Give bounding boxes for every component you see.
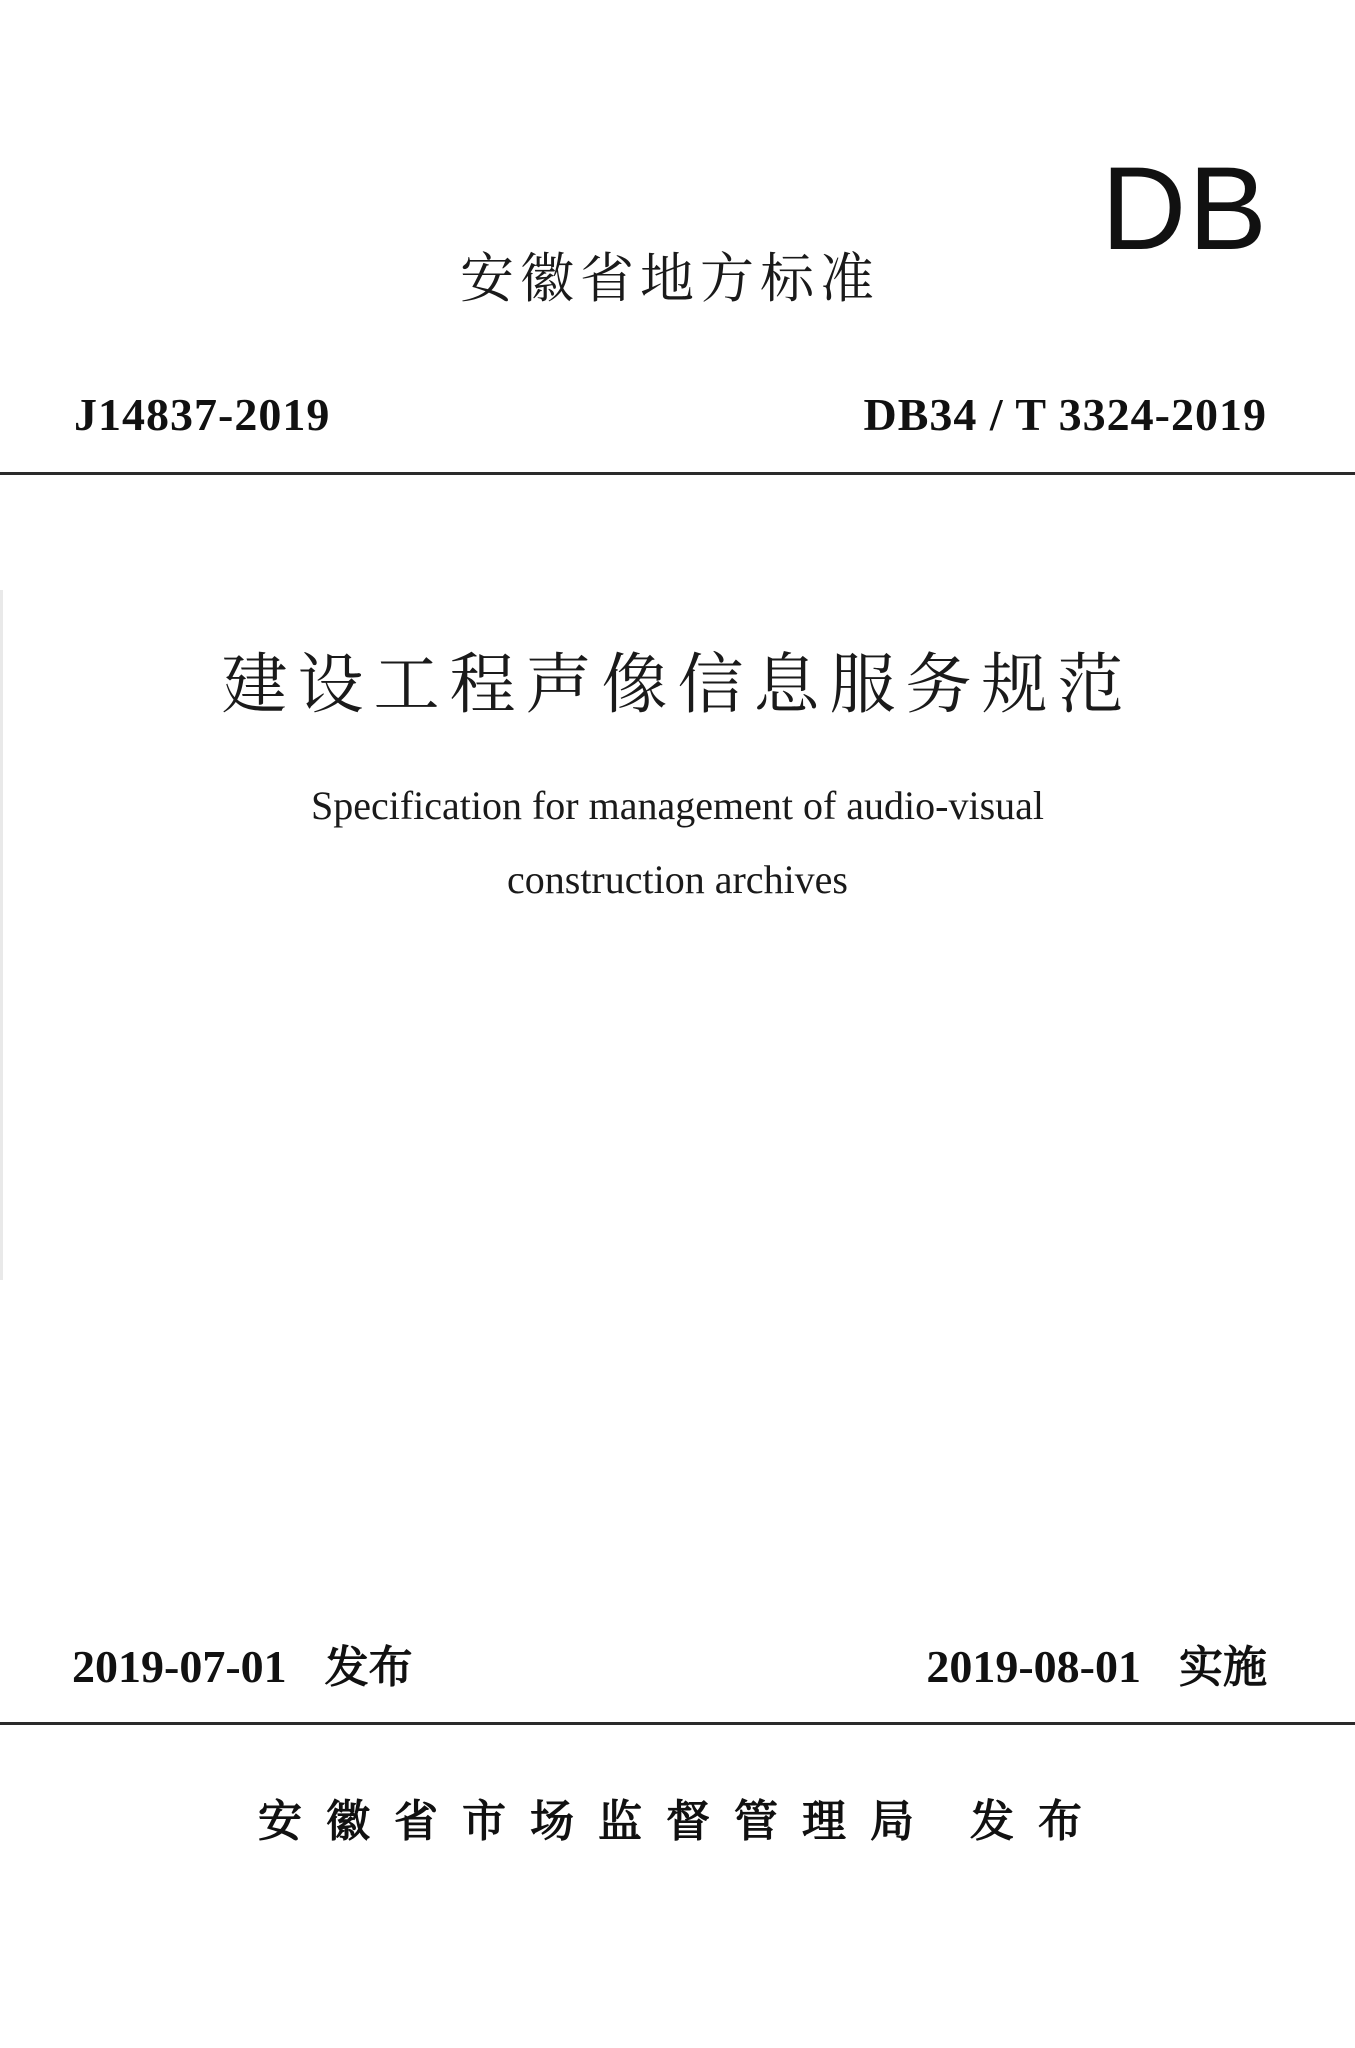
- publisher-org-char: 监: [598, 1796, 642, 1847]
- standard-code: DB34 / T 3324-2019: [863, 389, 1267, 440]
- standard-type-heading: 安徽省地方标准: [460, 247, 880, 310]
- publisher-org-char: 局: [870, 1796, 914, 1847]
- top-divider: [0, 472, 1355, 475]
- effective-date-group: [926, 1641, 1267, 1693]
- publisher-label-char: 发: [970, 1796, 1014, 1847]
- publisher-org-char: 安: [258, 1796, 302, 1847]
- effective-label: 实施: [1179, 1642, 1267, 1693]
- dates-row: [72, 1641, 1267, 1693]
- publisher-org-char: 管: [734, 1796, 778, 1847]
- publisher-org-char: 督: [666, 1796, 710, 1847]
- publisher-label-char: 布: [1038, 1796, 1082, 1847]
- title-english-line-1: Specification for management of audio-visual: [310, 783, 1045, 828]
- filing-code: J14837-2019: [74, 389, 331, 440]
- issue-date-group: [72, 1641, 413, 1693]
- issue-label: 发布: [324, 1642, 413, 1693]
- publisher-org-char: 场: [530, 1796, 574, 1847]
- publisher-org-char: 省: [394, 1796, 438, 1847]
- title-chinese: 建设工程声像信息服务规范: [221, 646, 1134, 723]
- issue-date: 2019-07-01: [72, 1641, 287, 1692]
- publisher-org-char: 徽: [326, 1796, 370, 1847]
- publisher-org-char: 理: [802, 1796, 846, 1847]
- title-english-line-2: construction archives: [507, 857, 848, 902]
- effective-date: 2019-08-01: [926, 1641, 1141, 1692]
- db-mark: DB: [1101, 143, 1269, 275]
- codes-row: [74, 389, 1267, 440]
- publisher-org-char: 市: [462, 1796, 506, 1847]
- bottom-divider: [0, 1722, 1355, 1725]
- publisher-line: [0, 1796, 1340, 1847]
